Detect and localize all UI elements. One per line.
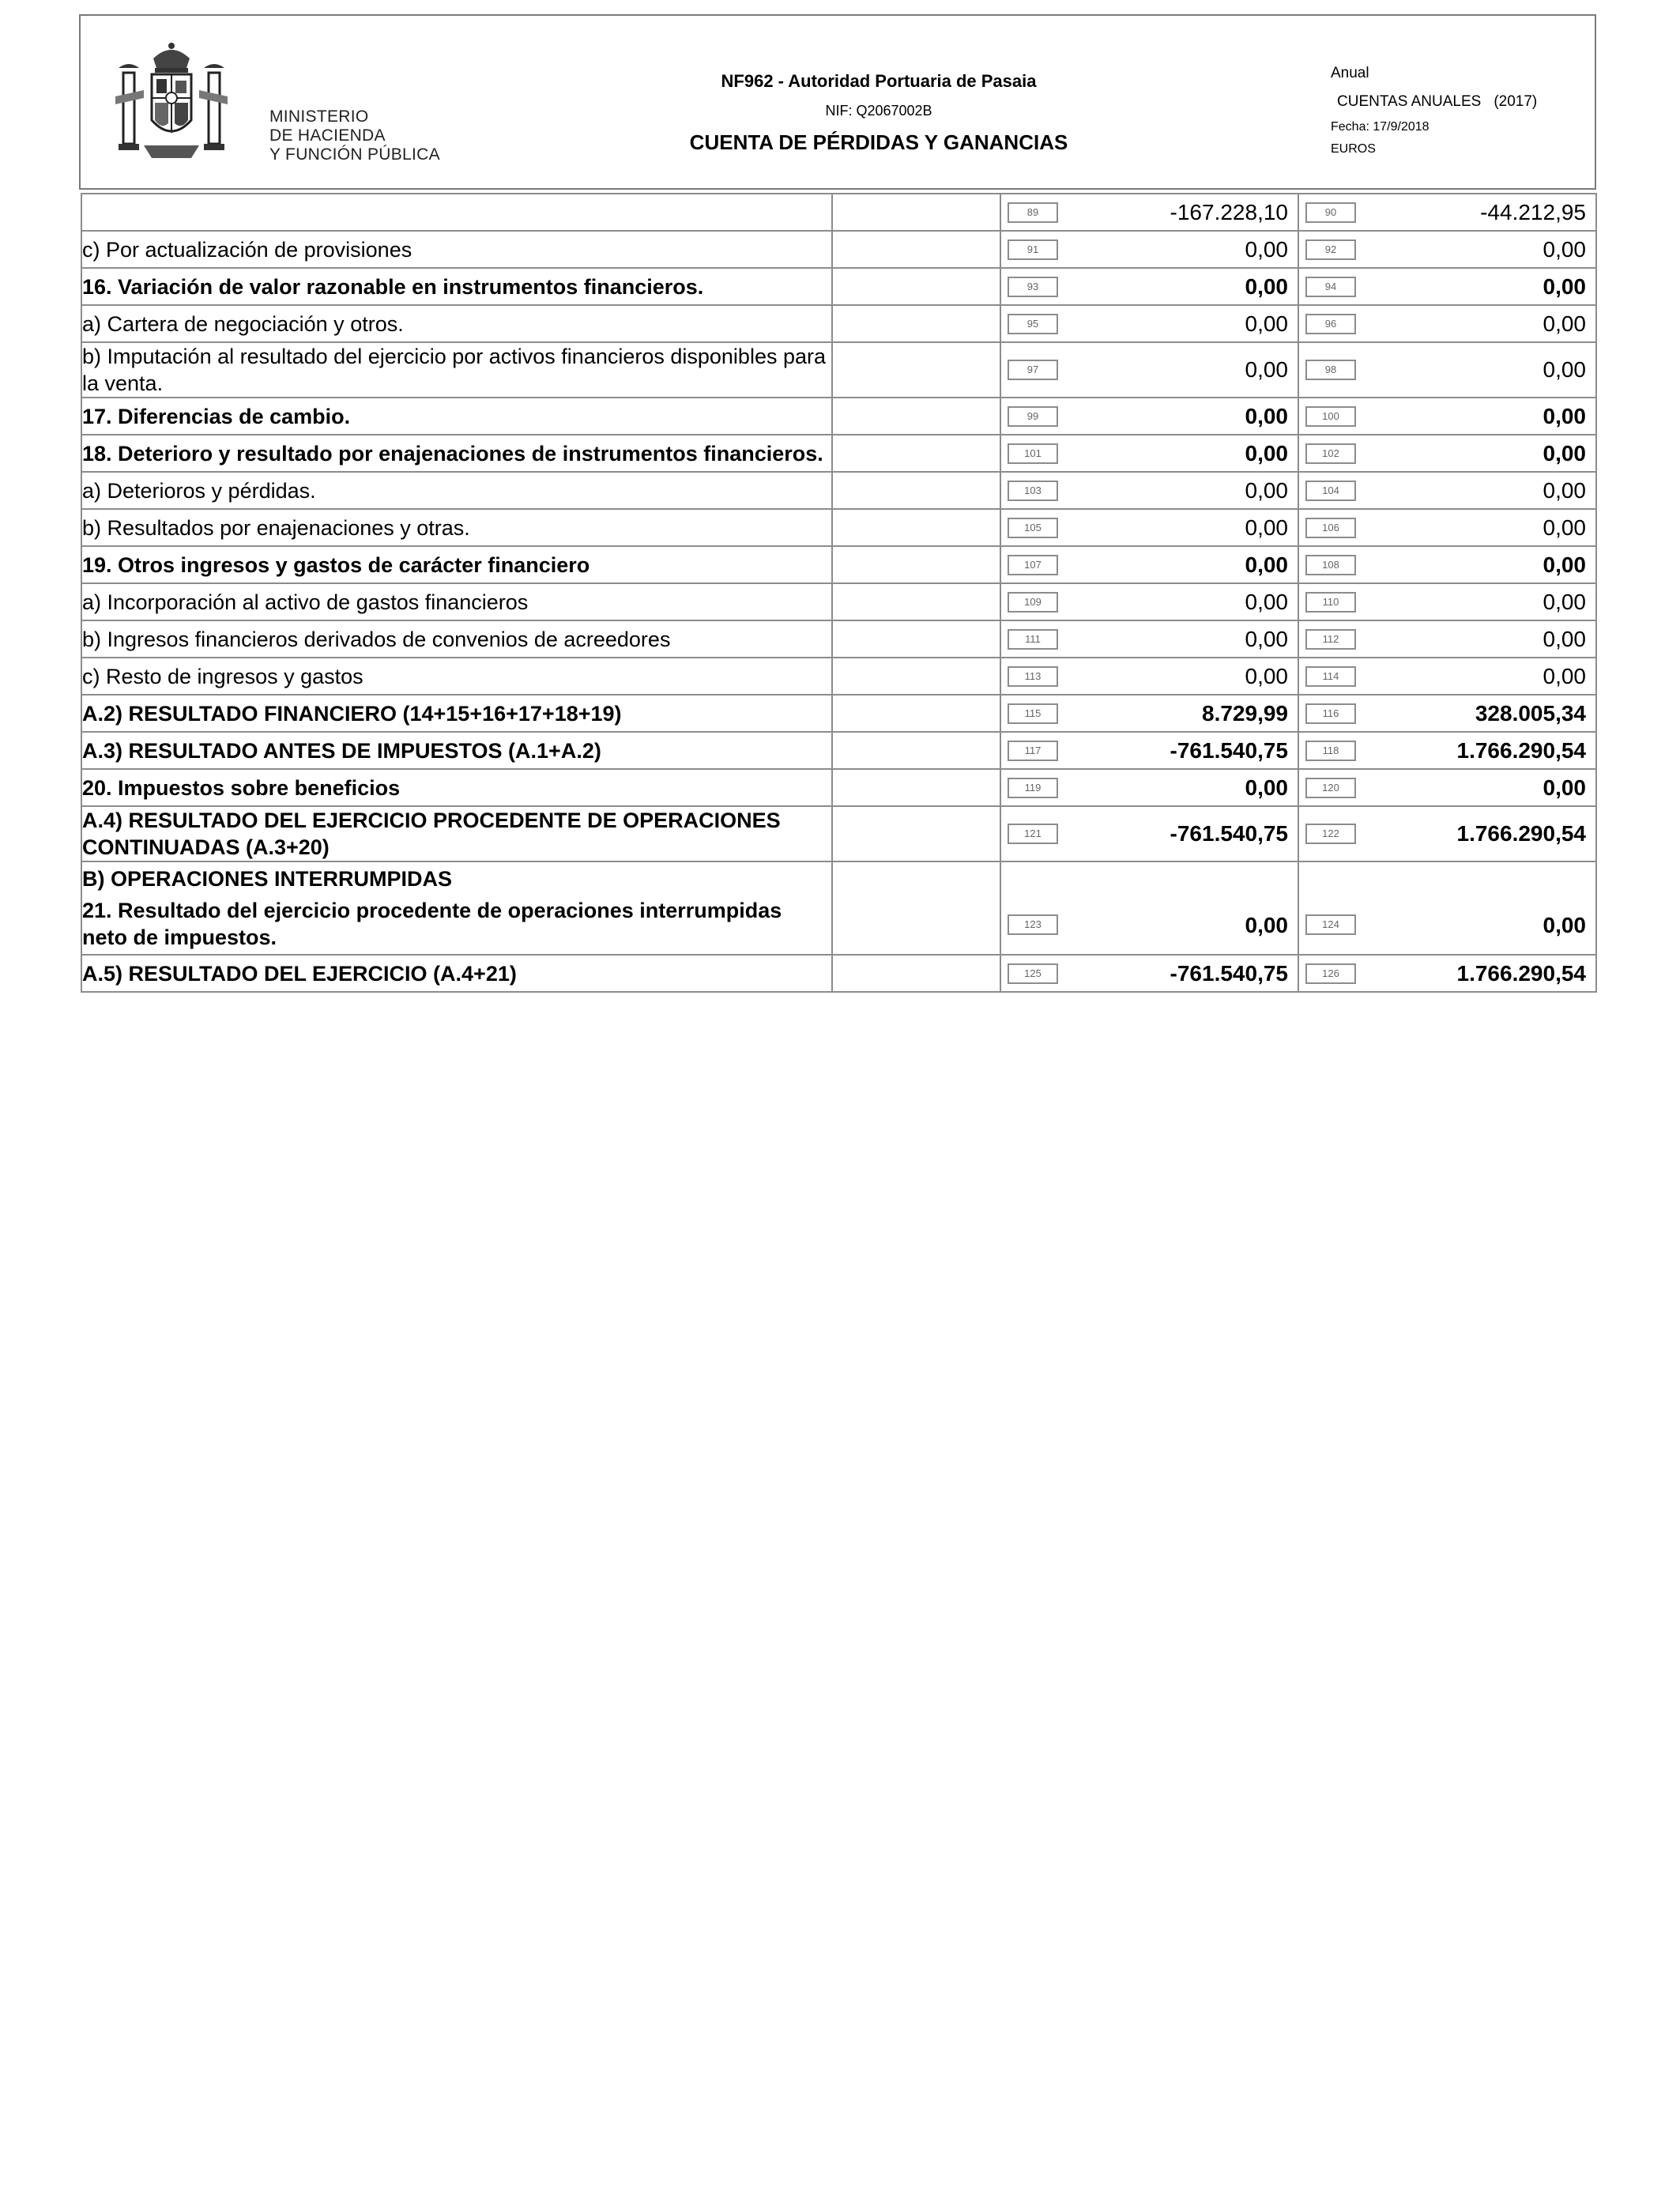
entity-name: NF962 - Autoridad Portuaria de Pasaia [721,71,1037,91]
table-row [81,194,1596,231]
row-label: 19. Otros ingresos y gastos de carácter financiero [81,546,832,583]
value-cell-current [1000,861,1298,955]
ministry-name [269,107,440,164]
amount-current: 0,00 [1245,589,1288,614]
value-cell-current [1000,546,1298,583]
amount-current: -761.540,75 [1170,737,1288,763]
amount-previous: 0,00 [1543,589,1586,614]
row-label: c) Resto de ingresos y gastos [81,658,832,695]
value-cell-previous [1298,231,1596,268]
amount-current: -761.540,75 [1170,821,1288,846]
currency: EUROS [1331,142,1376,156]
box-code: 122 [1305,824,1356,844]
value-cell-previous [1298,305,1596,342]
note-cell [832,398,1000,435]
amount-current: 0,00 [1245,236,1288,262]
value-cell-previous [1298,861,1596,955]
amount-previous: -44.212,95 [1480,199,1586,224]
coat-of-arms-icon [112,41,231,168]
box-code: 120 [1305,778,1356,798]
value-cell-previous [1298,268,1596,305]
note-cell [832,194,1000,231]
amount-previous: 0,00 [1543,357,1586,382]
note-cell [832,305,1000,342]
box-code: 108 [1305,555,1356,575]
box-code: 100 [1305,406,1356,427]
value-cell-current [1000,398,1298,435]
amount-current: -167.228,10 [1170,199,1288,224]
value-cell-current [1000,435,1298,472]
row-label: a) Cartera de negociación y otros. [81,305,832,342]
box-code: 116 [1305,703,1356,724]
final-row-label: A.5) RESULTADO DEL EJERCICIO (A.4+21) [81,955,832,992]
value-cell-previous [1298,658,1596,695]
amount-previous: 0,00 [1543,663,1586,688]
value-cell-previous [1298,398,1596,435]
box-code: 96 [1305,314,1356,334]
amount-previous: 0,00 [1543,477,1586,503]
header-center [555,55,1203,155]
amount-current: 0,00 [1245,403,1288,428]
table-row [81,398,1596,435]
row-label: 18. Deterioro y resultado por enajenaciones de instrumentos financieros. [81,435,832,472]
box-code: 115 [1008,703,1058,724]
amount-previous: 328.005,34 [1475,700,1586,726]
period-type: Anual [1331,65,1369,81]
ministry-line-2: DE HACIENDA [269,126,386,145]
amount-current: 0,00 [1245,515,1288,540]
value-cell-current [1000,769,1298,806]
amount-previous: 1.766.290,54 [1456,737,1586,763]
box-code: 109 [1008,592,1058,613]
box-code: 93 [1008,277,1058,297]
amount-previous: 0,00 [1543,236,1586,262]
box-code: 98 [1305,360,1356,380]
accounts-label: CUENTAS ANUALES [1337,93,1482,110]
value-cell-previous [1298,620,1596,658]
note-cell [832,620,1000,658]
amount-current: 0,00 [1245,477,1288,503]
value-cell-previous [1298,583,1596,620]
value-cell-current [1000,472,1298,509]
row-label: 20. Impuestos sobre beneficios [81,769,832,806]
accounts-year: (2017) [1494,93,1538,110]
note-cell [832,472,1000,509]
box-code: 117 [1008,741,1058,761]
row-label: c) Por actualización de provisiones [81,231,832,268]
row-label: 17. Diferencias de cambio. [81,398,832,435]
value-cell-current [1000,268,1298,305]
amount-current: 0,00 [1245,357,1288,382]
value-cell-current [1000,695,1298,732]
value-cell-previous [1298,194,1596,231]
table-row [81,583,1596,620]
box-code: 118 [1305,741,1356,761]
amount-previous: 0,00 [1543,440,1586,466]
box-code: 106 [1305,518,1356,538]
value-cell-previous [1298,509,1596,546]
profit-loss-table [81,193,1597,993]
row-label: A.3) RESULTADO ANTES DE IMPUESTOS (A.1+A.2) [81,732,832,769]
box-code: 103 [1008,481,1058,501]
box-code: 101 [1008,443,1058,464]
amount-previous: 0,00 [1543,626,1586,651]
amount-previous: 0,00 [1543,273,1586,299]
row-label [81,194,832,231]
value-cell-previous [1298,472,1596,509]
amount-previous: 0,00 [1543,311,1586,336]
note-cell [832,268,1000,305]
box-code: 124 [1305,914,1356,935]
amount-previous: 0,00 [1543,913,1586,937]
note-cell [832,806,1000,861]
table-row [81,769,1596,806]
amount-current: 8.729,99 [1202,700,1288,726]
document-header [79,14,1596,190]
box-code: 104 [1305,481,1356,501]
note-cell [832,546,1000,583]
table-row [81,305,1596,342]
profit-loss-body [81,194,1596,861]
value-cell-previous [1298,955,1596,992]
value-cell-current [1000,955,1298,992]
report-date: Fecha: 17/9/2018 [1331,120,1430,134]
amount-previous: 0,00 [1543,552,1586,577]
box-code: 99 [1008,406,1058,427]
table-row [81,658,1596,695]
box-code: 126 [1305,963,1356,984]
amount-current: 0,00 [1245,552,1288,577]
table-row [81,509,1596,546]
note-cell [832,231,1000,268]
value-cell-current [1000,194,1298,231]
table-row [81,806,1596,861]
box-code: 112 [1305,629,1356,650]
table-row [81,546,1596,583]
value-cell-previous [1298,806,1596,861]
box-code: 113 [1008,666,1058,687]
table-row [81,695,1596,732]
value-cell-current [1000,342,1298,398]
box-code: 97 [1008,360,1058,380]
value-cell-current [1000,509,1298,546]
box-code: 94 [1305,277,1356,297]
row-label: a) Incorporación al activo de gastos financieros [81,583,832,620]
section-b-cell [81,861,832,955]
box-code: 102 [1305,443,1356,464]
box-code: 110 [1305,592,1356,613]
amount-current: 0,00 [1245,626,1288,651]
value-cell-current [1000,305,1298,342]
entity-nif: NIF: Q2067002B [825,103,932,119]
note-cell [832,342,1000,398]
note-cell [832,583,1000,620]
ministry-line-1: MINISTERIO [269,107,369,126]
note-cell [832,435,1000,472]
box-code: 121 [1008,824,1058,844]
table-row-section-b [81,861,1596,955]
header-right [1331,55,1584,156]
box-code: 92 [1305,239,1356,260]
note-cell [832,769,1000,806]
value-cell-current [1000,732,1298,769]
section-b-label: 21. Resultado del ejercicio procedente de operaciones interrumpidas neto de impuestos. [82,899,782,949]
table-row [81,268,1596,305]
box-code: 107 [1008,555,1058,575]
table-row [81,620,1596,658]
value-cell-previous [1298,695,1596,732]
box-code: 89 [1008,202,1058,223]
note-cell [832,658,1000,695]
table-row-final [81,955,1596,992]
table-row [81,732,1596,769]
note-cell [832,695,1000,732]
value-cell-current [1000,620,1298,658]
row-label: b) Resultados por enajenaciones y otras. [81,509,832,546]
value-cell-current [1000,806,1298,861]
amount-previous: 1.766.290,54 [1456,821,1586,846]
box-code: 119 [1008,778,1058,798]
box-code: 91 [1008,239,1058,260]
value-cell-current [1000,658,1298,695]
value-cell-previous [1298,546,1596,583]
row-label: A.4) RESULTADO DEL EJERCICIO PROCEDENTE DE OPERACIONES CONTINUADAS (A.3+20) [81,806,832,861]
row-label: a) Deterioros y pérdidas. [81,472,832,509]
note-cell [832,732,1000,769]
note-cell [832,955,1000,992]
accounts-line [1331,93,1584,111]
table-row [81,435,1596,472]
box-code: 95 [1008,314,1058,334]
amount-previous: 1.766.290,54 [1456,960,1586,986]
note-cell [832,509,1000,546]
box-code: 125 [1008,963,1058,984]
amount-current: 0,00 [1245,273,1288,299]
amount-current: 0,00 [1245,440,1288,466]
document-title: CUENTA DE PÉRDIDAS Y GANANCIAS [689,130,1068,154]
note-cell [832,861,1000,955]
amount-previous: 0,00 [1543,403,1586,428]
amount-current: 0,00 [1245,775,1288,800]
value-cell-previous [1298,732,1596,769]
row-label: b) Ingresos financieros derivados de convenios de acreedores [81,620,832,658]
value-cell-current [1000,231,1298,268]
ministry-line-3: Y FUNCIÓN PÚBLICA [269,145,440,164]
value-cell-current [1000,583,1298,620]
box-code: 105 [1008,518,1058,538]
box-code: 111 [1008,629,1058,650]
box-code: 90 [1305,202,1356,223]
amount-current: 0,00 [1245,913,1288,937]
table-row [81,231,1596,268]
table-row [81,472,1596,509]
value-cell-previous [1298,435,1596,472]
ministry-logo [112,41,444,168]
box-code: 123 [1008,914,1058,935]
amount-previous: 0,00 [1543,515,1586,540]
box-code: 114 [1305,666,1356,687]
amount-previous: 0,00 [1543,775,1586,800]
value-cell-previous [1298,342,1596,398]
row-label: 16. Variación de valor razonable en instrumentos financieros. [81,268,832,305]
amount-current: 0,00 [1245,663,1288,688]
row-label: b) Imputación al resultado del ejercicio por activos financieros disponibles para la venta. [81,342,832,398]
table-row [81,342,1596,398]
row-label: A.2) RESULTADO FINANCIERO (14+15+16+17+18+19) [81,695,832,732]
amount-current: -761.540,75 [1170,960,1288,986]
section-b-heading: B) OPERACIONES INTERRUMPIDAS [82,867,453,891]
amount-current: 0,00 [1245,311,1288,336]
value-cell-previous [1298,769,1596,806]
